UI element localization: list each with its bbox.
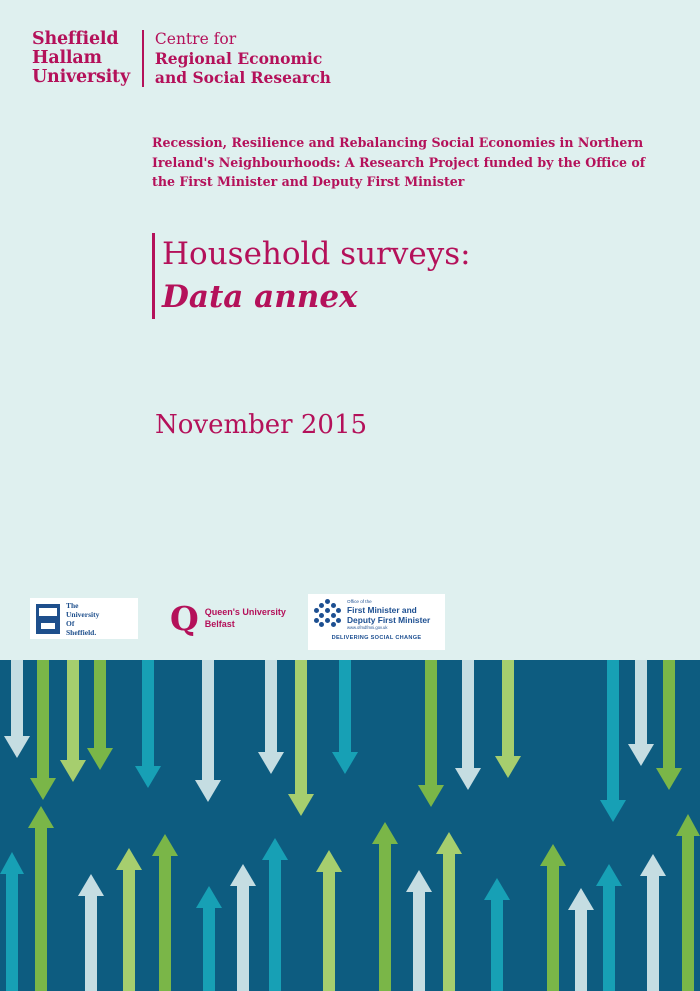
queens-university-belfast-logo [170,596,320,640]
centre-line-1: Centre for [154,30,237,48]
project-subtitle: Recession, Resilience and Rebalancing Social Economies in Northern Ireland's Neighbourhoods: A Research Project funded by the Office of the First Minister and Deputy First Minister [152,135,646,189]
queens-q-icon: Q [170,598,199,638]
ofmdfm-tagline: DELIVERING SOCIAL CHANGE [331,635,422,641]
ofmdfm-url: www.ofmdfmni.gov.uk [347,625,388,630]
ofmdfm-office-label: Office of the [347,599,372,604]
ofmdfm-name-line-2: Deputy First Minister [347,615,431,625]
partner-logos [30,594,670,654]
shu-logo-line-3: University [32,67,130,87]
sheffield-line-4: Sheffield. [66,627,97,637]
centre-line-2: Regional Economic [154,49,323,68]
ofmdfm-logo-text [347,599,430,631]
sheffield-line-1: The [66,600,79,610]
sheffield-crest-icon [36,604,60,634]
sheffield-line-2: University [66,609,100,619]
shu-logo-line-1: Sheffield [32,29,119,49]
ofmdfm-dots-icon [314,599,342,627]
ofmdfm-logo [308,594,445,650]
publication-date: November 2015 [155,410,368,440]
masthead [32,30,331,87]
ofmdfm-logo-row [314,599,439,631]
ofmdfm-name-line-1: First Minister and [347,605,417,615]
sheffield-hallam-university-logo [32,30,142,87]
title-block [152,233,471,319]
masthead-divider [142,30,144,87]
queens-logo-text [205,606,286,630]
sheffield-line-3: Of [66,618,75,628]
centre-name [155,30,331,87]
arrow-graphic-band [0,660,700,991]
page-title: Household surveys: [162,236,471,272]
page-subtitle: Data annex [162,279,358,315]
university-of-sheffield-logo [30,598,138,639]
arrows-illustration [0,660,700,991]
queens-line-1: Queen's University [204,607,286,617]
centre-line-3: and Social Research [154,68,331,87]
queens-line-2: Belfast [204,619,235,629]
shu-logo-line-2: Hallam [32,48,102,68]
sheffield-logo-text [66,601,99,637]
